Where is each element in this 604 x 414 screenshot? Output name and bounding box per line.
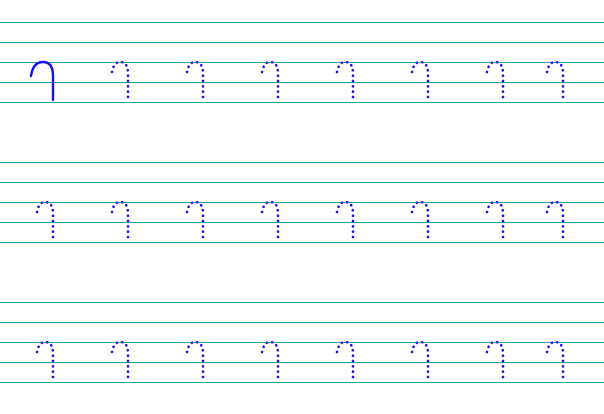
- tracing-glyph: [547, 342, 563, 380]
- tracing-glyph: [547, 62, 563, 100]
- tracing-glyph: [112, 342, 128, 380]
- tracing-glyph: [337, 342, 353, 380]
- practice-rows: [0, 23, 604, 383]
- tracing-glyph: [112, 62, 128, 100]
- tracing-glyph: [412, 202, 428, 240]
- tracing-glyph: [187, 202, 203, 240]
- tracing-glyph: [187, 342, 203, 380]
- tracing-glyph: [262, 342, 278, 380]
- tracing-glyph: [487, 202, 503, 240]
- practice-row: [0, 163, 604, 243]
- tracing-glyph: [412, 62, 428, 100]
- tracing-glyph: [37, 342, 53, 380]
- tracing-glyph: [412, 342, 428, 380]
- practice-row: [0, 303, 604, 383]
- practice-row: [0, 23, 604, 103]
- tracing-glyph: [487, 342, 503, 380]
- tracing-glyph: [262, 62, 278, 100]
- tracing-glyph: [487, 62, 503, 100]
- tracing-glyph: [187, 62, 203, 100]
- model-glyph: [31, 62, 53, 100]
- tracing-glyph: [37, 202, 53, 240]
- tracing-glyph: [262, 202, 278, 240]
- tracing-glyph: [112, 202, 128, 240]
- tracing-glyph: [547, 202, 563, 240]
- tracing-glyph: [337, 202, 353, 240]
- tracing-glyph: [337, 62, 353, 100]
